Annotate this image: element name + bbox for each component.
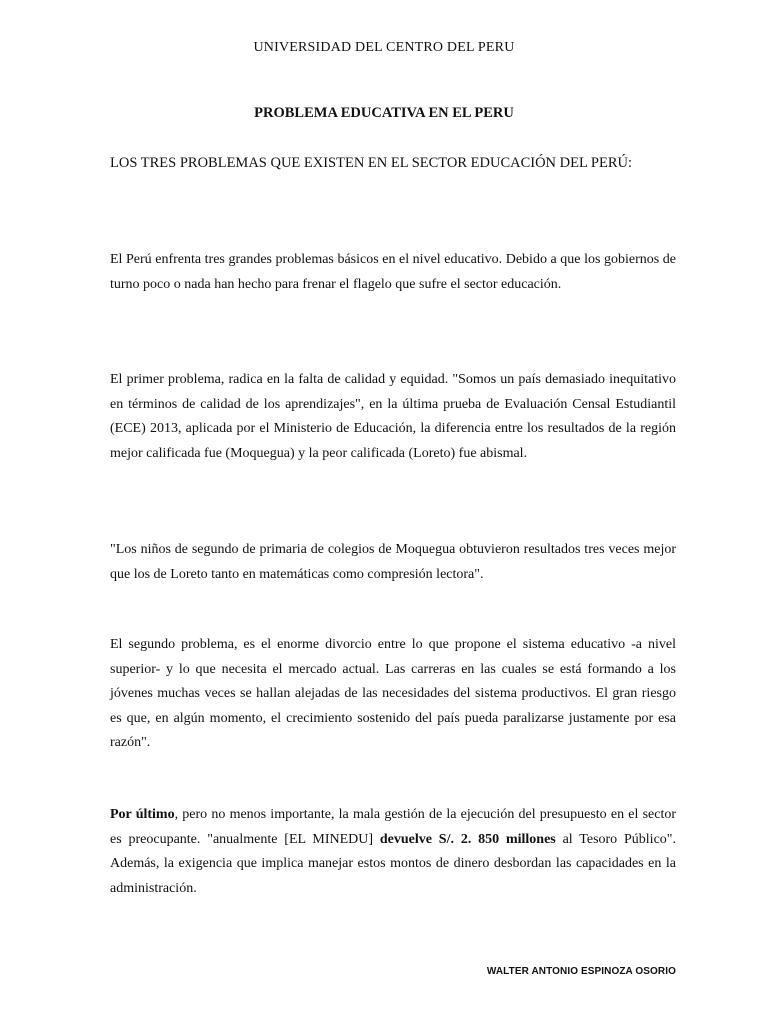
document-title: PROBLEMA EDUCATIVA EN EL PERU (254, 105, 514, 121)
paragraph-text: al Tesoro Público". Además, la exigencia que implica manejar estos montos de dinero desbordan las capacidades en la administración. (110, 831, 677, 896)
document-subtitle: LOS TRES PROBLEMAS QUE EXISTEN EN EL SECTOR EDUCACIÓN DEL PERÚ: (110, 155, 633, 171)
paragraph-intro: El Perú enfrenta tres grandes problemas básicos en el nivel educativo. Debido a que los gobiernos de turno poco o nada han hecho para frenar el flagelo que sufre el sector educación. (110, 252, 676, 292)
paragraph-first-problem: El primer problema, radica en la falta de calidad y equidad. "Somos un país demasiado inequitativo en términos de calidad de los aprendizajes", en la última prueba de Evaluación Censal Estudiantil (ECE) 2013, aplicada por el Ministerio de Educación, la diferencia entre los resultados de la región mejor calificada fue (Moquegua) y la peor calificada (Loreto) fue abismal. (110, 372, 676, 461)
bold-lead-text: Por último (110, 807, 175, 822)
footer-author: WALTER ANTONIO ESPINOZA OSORIO (486, 966, 676, 977)
paragraph-quote: "Los niños de segundo de primaria de colegios de Moquegua obtuvieron resultados tres veces mejor que los de Loreto tanto en matemáticas como compresión lectora". (110, 542, 676, 582)
paragraph-text: , pero no menos importante, la mala gestión de la ejecución del presupuesto en el sector es preocupante. "anualmente [EL MINEDU] (110, 807, 676, 847)
paragraph-third-problem (110, 803, 676, 901)
paragraph-second-problem: El segundo problema, es el enorme divorcio entre lo que propone el sistema educativo -a nivel superior- y lo que necesita el mercado actual. Las carreras en las cuales se está formando a los jóvenes muchas veces se hallan alejadas de las necesidades del sistema productivos. El gran riesgo es que, en algún momento, el crecimiento sostenido del país pueda paralizarse justamente por esa razón". (110, 637, 676, 751)
university-header: UNIVERSIDAD DEL CENTRO DEL PERU (253, 40, 515, 55)
bold-amount-text: devuelve S/. 2. 850 millones (379, 831, 556, 847)
